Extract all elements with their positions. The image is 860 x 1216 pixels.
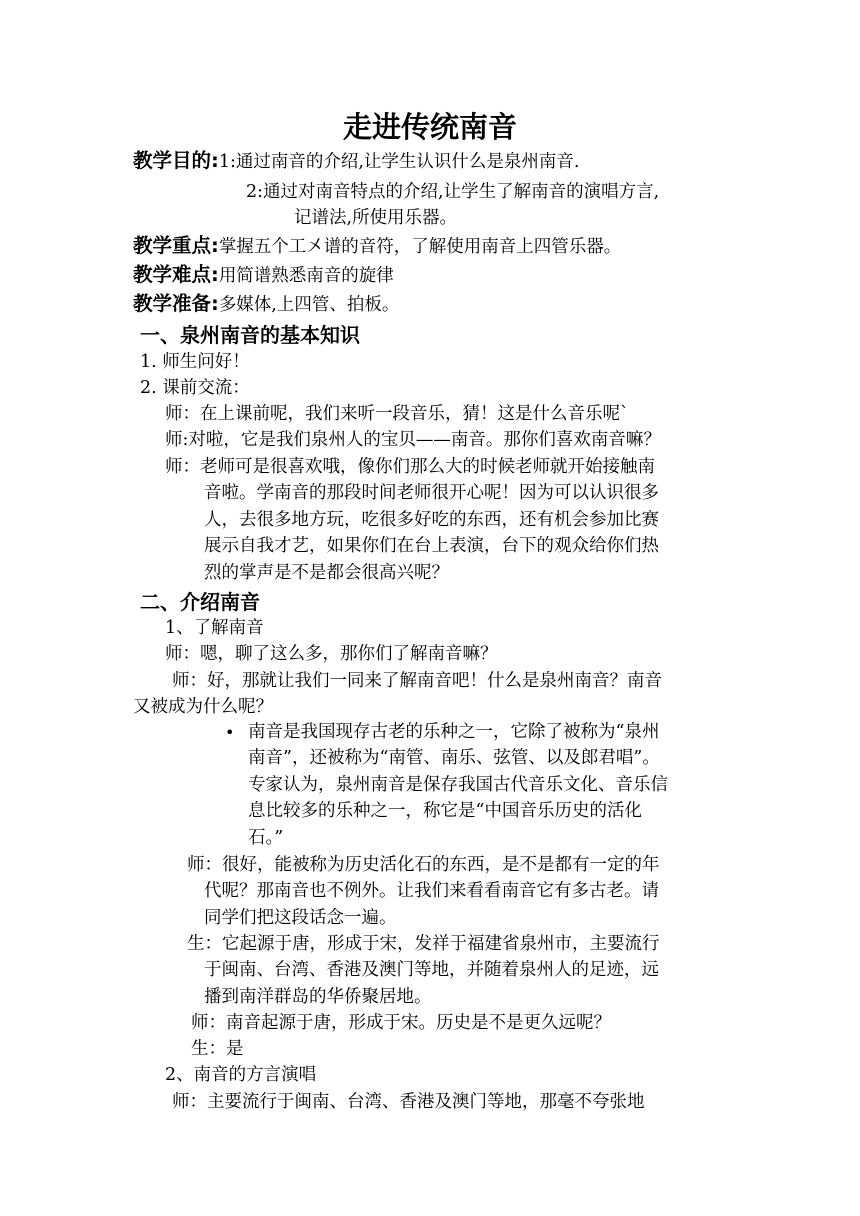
bullet-icon: • (225, 723, 235, 742)
section-1-para-1: 师：在上课前呢，我们来听一段音乐，猜！这是什么音乐呢` (165, 404, 629, 424)
teacher-1-line-1: 师：很好，能被称为历史活化石的东西，是不是都有一定的年 (187, 855, 660, 875)
objectives-line-3: 记谱法,所使用乐器。 (294, 208, 458, 228)
bullet-line-5: 石。” (248, 828, 284, 848)
section-1-para-3-line-5: 烈的掌声是不是都会很高兴呢？ (204, 563, 449, 583)
document-title: 走进传统南音 (342, 110, 517, 144)
section-2-sub-2: 2、南音的方言演唱 (165, 1065, 317, 1085)
bullet-line-1: 南音是我国现存古老的乐种之一，它除了被称为“泉州 (248, 722, 660, 742)
key-points-label: 教学重点: (133, 234, 219, 257)
preparation-label: 教学准备: (133, 292, 219, 315)
objectives-text-1: 1:通过南音的介绍,让学生认识什么是泉州南音. (218, 152, 580, 172)
objectives-label: 教学目的: (133, 149, 219, 172)
question-2-line-1: 师：好，那就让我们一同来了解南音吧！什么是泉州南音？南音 (172, 671, 662, 691)
preparation-text: 多媒体,上四管、拍板。 (218, 295, 400, 315)
section-2-heading: 二、介绍南音 (140, 590, 260, 614)
difficulty (133, 263, 394, 288)
difficulty-label: 教学难点: (133, 263, 219, 286)
teacher-1-line-3: 同学们把这段话念一遍。 (204, 908, 397, 928)
question-1: 师：嗯，聊了这么多，那你们了解南音嘛？ (165, 644, 498, 664)
section-1-item-2: 2. 课前交流： (140, 378, 250, 398)
section-1-para-3-line-1: 师：老师可是很喜欢哦，像你们那么大的时候老师就开始接触南 (165, 457, 655, 477)
section-1-para-3-line-2: 音啦。学南音的那段时间老师很开心呢！因为可以认识很多 (204, 483, 659, 503)
section-1-item-1: 1. 师生问好！ (140, 352, 250, 372)
bullet-line-3: 专家认为，泉州南音是保存我国古代音乐文化、音乐信 (248, 775, 668, 795)
question-2-line-2: 又被成为什么呢？ (133, 697, 273, 717)
student-1-line-2: 于闽南、台湾、香港及澳门等地，并随着泉州人的足迹，远 (204, 960, 659, 980)
section-2-sub-1: 1、了解南音 (165, 618, 264, 638)
key-points-text: 掌握五个工㐅谱的音符，了解使用南音上四管乐器。 (218, 237, 622, 257)
student-2: 生：是 (191, 1039, 244, 1059)
difficulty-text: 用简谱熟悉南音的旋律 (218, 266, 394, 286)
student-1-line-3: 播到南洋群岛的华侨聚居地。 (204, 987, 432, 1007)
section-1-para-3-line-4: 展示自我才艺，如果你们在台上表演，台下的观众给你们热 (204, 536, 659, 556)
teacher-3: 师：主要流行于闽南、台湾、香港及澳门等地，那毫不夸张地 (172, 1092, 645, 1112)
preparation (133, 292, 399, 317)
teacher-1-line-2: 代呢？那南音也不例外。让我们来看看南音它有多古老。请 (204, 881, 659, 901)
bullet-line-4: 息比较多的乐种之一，称它是“中国音乐历史的活化 (248, 801, 642, 821)
key-points (133, 234, 621, 259)
objectives-line-1 (133, 149, 579, 174)
teacher-2: 师：南音起源于唐，形成于宋。历史是不是更久远呢？ (191, 1013, 611, 1033)
section-1-para-2: 师:对啦，它是我们泉州人的宝贝——南音。那你们喜欢南音嘛？ (165, 430, 661, 450)
student-1-line-1: 生：它起源于唐，形成于宋，发祥于福建省泉州市，主要流行 (187, 934, 660, 954)
section-1-heading: 一、泉州南音的基本知识 (140, 323, 360, 347)
objectives-line-2: 2:通过对南音特点的介绍,让学生了解南音的演唱方言, (246, 182, 660, 202)
bullet-line-2: 南音”，还被称为“南管、南乐、弦管、以及郎君唱”。 (248, 748, 660, 768)
section-1-para-3-line-3: 人，去很多地方玩，吃很多好吃的东西，还有机会参加比赛 (204, 510, 659, 530)
